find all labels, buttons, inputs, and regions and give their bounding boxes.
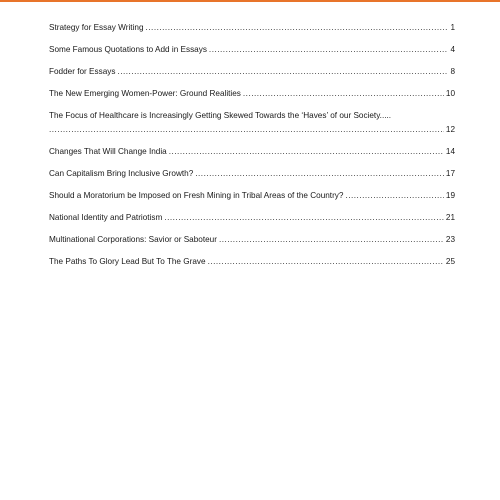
toc-entry-page: 23 [445, 235, 455, 244]
toc-entry-page: 1 [450, 23, 455, 32]
toc-entry[interactable] [49, 66, 455, 77]
toc-dot-leader [49, 124, 444, 135]
toc-dot-leader [164, 212, 444, 223]
toc-dot-leader [146, 22, 449, 33]
toc-entry[interactable] [49, 168, 455, 179]
toc-entry[interactable] [49, 44, 455, 55]
toc-entry-title: Multinational Corporations: Savior or Saboteur [49, 235, 217, 244]
toc-entry-title: National Identity and Patriotism [49, 213, 163, 222]
toc-dot-leader [345, 190, 443, 201]
toc-dot-leader [243, 88, 444, 99]
toc-entry-title: The Focus of Healthcare is Increasingly Getting Skewed Towards the ‘Haves’ of our Society..... [49, 111, 392, 120]
toc-entry-page: 12 [445, 125, 455, 134]
toc-entry[interactable] [49, 256, 455, 267]
toc-entry[interactable] [49, 212, 455, 223]
toc-dot-leader [209, 44, 449, 55]
toc-entry-title: The Paths To Glory Lead But To The Grave [49, 257, 206, 266]
toc-entry-title: Can Capitalism Bring Inclusive Growth? [49, 169, 194, 178]
toc-entry-title: Strategy for Essay Writing [49, 23, 144, 32]
toc-entry-title: Changes That Will Change India [49, 147, 167, 156]
header-accent-rule [0, 0, 500, 2]
toc-entry-page: 4 [450, 45, 455, 54]
toc-entry-title: Fodder for Essays [49, 67, 116, 76]
table-of-contents [49, 22, 455, 278]
toc-entry-page: 21 [445, 213, 455, 222]
toc-entry-page: 17 [445, 169, 455, 178]
toc-entry[interactable] [49, 88, 455, 99]
toc-entry-title: Should a Moratorium be Imposed on Fresh Mining in Tribal Areas of the Country? [49, 191, 344, 200]
toc-entry[interactable] [49, 110, 455, 135]
toc-entry-page: 14 [445, 147, 455, 156]
toc-dot-leader [169, 146, 444, 157]
toc-entry-title: The New Emerging Women-Power: Ground Realities [49, 89, 241, 98]
toc-dot-leader [219, 234, 444, 245]
toc-entry-page: 19 [445, 191, 455, 200]
toc-entry-page: 8 [450, 67, 455, 76]
toc-entry[interactable] [49, 190, 455, 201]
toc-dot-leader [117, 66, 448, 77]
toc-entry[interactable] [49, 22, 455, 33]
toc-entry[interactable] [49, 146, 455, 157]
toc-dot-leader [208, 256, 444, 267]
toc-entry-page: 10 [445, 89, 455, 98]
toc-dot-leader [195, 168, 444, 179]
toc-entry-page: 25 [445, 257, 455, 266]
toc-entry-title: Some Famous Quotations to Add in Essays [49, 45, 207, 54]
toc-entry[interactable] [49, 234, 455, 245]
